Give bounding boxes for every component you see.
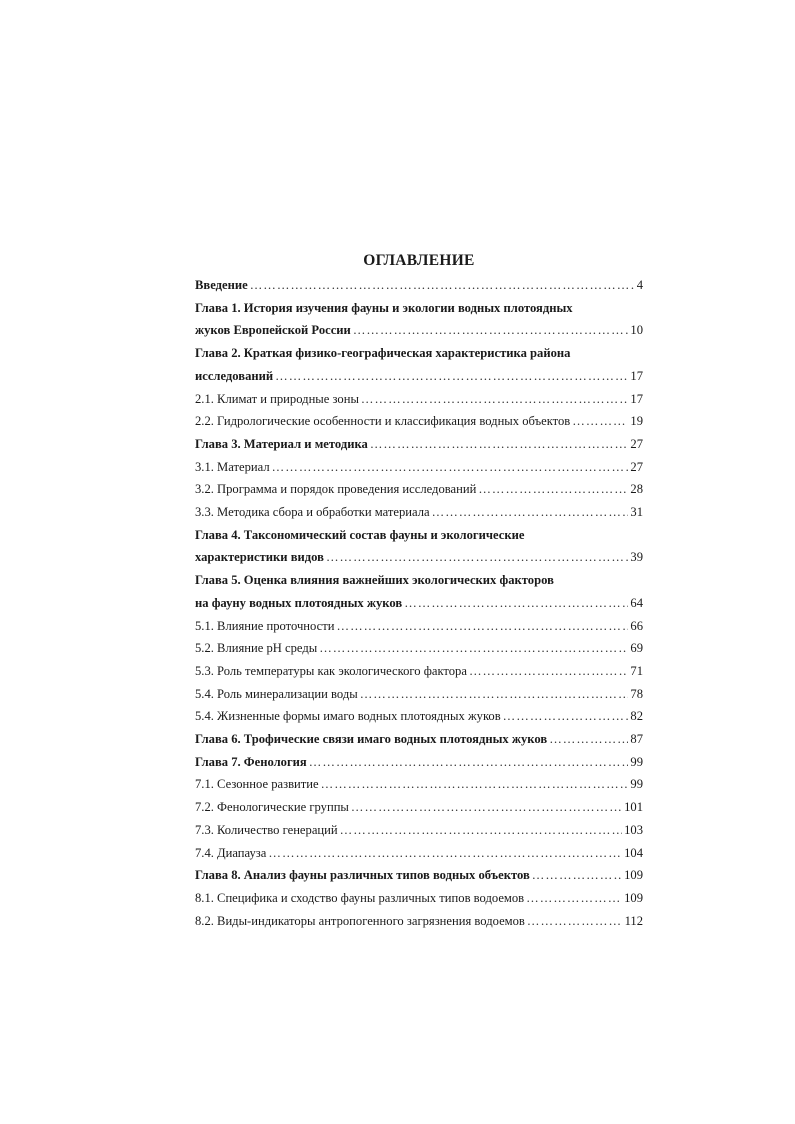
toc-entry-row (195, 751, 643, 774)
dot-leader (549, 728, 628, 751)
toc-entry-row (195, 546, 643, 569)
toc-section-entry (195, 819, 643, 842)
toc-section-entry (195, 842, 643, 865)
dot-leader (340, 819, 622, 842)
toc-entry-page-number: 27 (630, 459, 643, 474)
toc-entry-title: 8.2. Виды-индикаторы антропогенного загрязнения водоемов (195, 913, 525, 928)
toc-section-entry (195, 683, 643, 706)
dot-leader (532, 864, 622, 887)
toc-entry-title: Введение (195, 278, 248, 292)
dot-leader (353, 319, 629, 342)
toc-entry-title: 7.4. Диапауза (195, 845, 267, 860)
dot-leader (526, 887, 622, 910)
toc-section-entry (195, 637, 643, 660)
toc-entry-title: 7.1. Сезонное развитие (195, 777, 319, 792)
toc-entry-row (195, 456, 643, 479)
toc-entry-title: 5.3. Роль температуры как экологического фактора (195, 663, 467, 678)
toc-entry-title: 2.1. Климат и природные зоны (195, 391, 359, 406)
toc-entry-row (195, 773, 643, 796)
toc-section-entry (195, 410, 643, 433)
toc-entry-title: исследований (195, 368, 274, 383)
dot-leader (469, 660, 628, 683)
toc-entry-row (195, 660, 643, 683)
toc-entry-row (195, 274, 643, 297)
toc-chapter-entry (195, 569, 643, 614)
toc-entry-row (195, 728, 643, 751)
toc-list (195, 274, 643, 932)
dot-leader (268, 842, 622, 865)
toc-entry-page-number: 109 (624, 890, 643, 905)
toc-entry-page-number: 78 (630, 686, 643, 701)
toc-entry-page-number: 27 (630, 436, 643, 451)
toc-entry-row (195, 365, 643, 388)
toc-entry-title: Глава 6. Трофические связи имаго водных плотоядных жуков (195, 732, 548, 747)
dot-leader (351, 796, 622, 819)
dot-leader (309, 751, 629, 774)
dot-leader (336, 615, 628, 638)
toc-entry-title: характеристики видов (195, 550, 324, 565)
toc-section-entry (195, 910, 643, 933)
dot-leader (321, 773, 629, 796)
toc-entry-row (195, 615, 643, 638)
toc-entry-page-number: 69 (630, 641, 643, 656)
toc-chapter-entry (195, 342, 643, 387)
toc-entry-page-number: 19 (630, 414, 643, 429)
dot-leader (432, 501, 629, 524)
toc-entry-first-line: Глава 5. Оценка влияния важнейших экологических факторов (195, 573, 554, 588)
toc-entry-title: 2.2. Гидрологические особенности и классификация водных объектов (195, 414, 571, 429)
toc-entry-page-number: 64 (630, 595, 643, 610)
toc-entry-row (195, 887, 643, 910)
toc-entry-row (195, 410, 643, 433)
toc-entry-page-number: 39 (630, 550, 643, 565)
toc-entry-row (195, 796, 643, 819)
toc-section-entry (195, 796, 643, 819)
toc-chapter-entry (195, 433, 643, 456)
toc-entry-first-line: Глава 1. История изучения фауны и экологии водных плотоядных (195, 300, 573, 315)
toc-entry-row (195, 705, 643, 728)
toc-entry-page-number: 112 (624, 913, 643, 928)
toc-entry-title: 3.1. Материал (195, 459, 270, 474)
toc-entry-row (195, 819, 643, 842)
toc-entry-title: 3.3. Методика сбора и обработки материала (195, 505, 430, 520)
dot-leader (370, 433, 629, 456)
dot-leader (503, 705, 629, 728)
toc-entry-page-number: 82 (630, 709, 643, 724)
toc-section-entry (195, 501, 643, 524)
toc-chapter-entry (195, 751, 643, 774)
toc-entry-row (195, 319, 643, 342)
toc-entry-page-number: 17 (630, 368, 643, 383)
toc-entry-row (195, 478, 643, 501)
toc-entry-row (195, 683, 643, 706)
toc-entry-title: 3.2. Программа и порядок проведения исследований (195, 482, 477, 497)
toc-entry-title: 5.2. Влияние рН среды (195, 641, 318, 656)
toc-entry-row (195, 388, 643, 411)
toc-entry-page-number: 104 (624, 845, 643, 860)
dot-leader (360, 683, 629, 706)
toc-section-entry (195, 773, 643, 796)
toc-chapter-entry (195, 524, 643, 569)
toc-section-entry (195, 456, 643, 479)
toc-entry-first-line: Глава 2. Краткая физико-географическая характеристика района (195, 346, 571, 361)
toc-entry-title: 5.1. Влияние проточности (195, 618, 335, 633)
toc-entry-title: 7.2. Фенологические группы (195, 800, 349, 815)
toc-entry-title: на фауну водных плотоядных жуков (195, 595, 403, 610)
table-of-contents (195, 248, 643, 932)
toc-entry-title: жуков Европейской России (195, 323, 351, 338)
toc-entry-page-number: 17 (630, 391, 643, 406)
toc-entry-page-number: 10 (630, 323, 643, 338)
dot-leader (272, 456, 629, 479)
dot-leader (319, 637, 628, 660)
toc-chapter-entry (195, 297, 643, 342)
toc-entry-row (195, 592, 643, 615)
toc-entry-row (195, 864, 643, 887)
toc-section-entry (195, 705, 643, 728)
dot-leader (326, 546, 628, 569)
dot-leader (478, 478, 628, 501)
dot-leader (361, 388, 629, 411)
toc-entry-title: 5.4. Жизненные формы имаго водных плотоядных жуков (195, 709, 501, 724)
toc-entry-page-number: 103 (624, 822, 643, 837)
toc-section-entry (195, 660, 643, 683)
toc-chapter-entry (195, 274, 643, 297)
toc-entry-first-line: Глава 4. Таксономический состав фауны и экологические (195, 527, 525, 542)
toc-entry-row (195, 501, 643, 524)
dot-leader (404, 592, 628, 615)
toc-entry-row (195, 637, 643, 660)
toc-entry-page-number: 101 (624, 800, 643, 815)
toc-section-entry (195, 887, 643, 910)
toc-entry-title: Глава 3. Материал и методика (195, 436, 368, 451)
toc-entry-page-number: 87 (630, 732, 643, 747)
toc-entry-page-number: 4 (636, 278, 643, 292)
toc-section-entry (195, 615, 643, 638)
toc-entry-title: 7.3. Количество генераций (195, 822, 338, 837)
toc-entry-page-number: 28 (630, 482, 643, 497)
dot-leader (250, 274, 635, 297)
dot-leader (275, 365, 628, 388)
toc-entry-page-number: 31 (630, 505, 643, 520)
toc-entry-title: Глава 8. Анализ фауны различных типов водных объектов (195, 868, 530, 883)
toc-section-entry (195, 388, 643, 411)
dot-leader (572, 410, 628, 433)
toc-entry-page-number: 66 (630, 618, 643, 633)
toc-entry-page-number: 71 (630, 663, 643, 678)
toc-chapter-entry (195, 864, 643, 887)
dot-leader (527, 910, 623, 933)
toc-entry-row (195, 433, 643, 456)
toc-entry-title: 8.1. Специфика и сходство фауны различных типов водоемов (195, 890, 525, 905)
toc-entry-row (195, 842, 643, 865)
toc-entry-page-number: 99 (630, 754, 643, 769)
toc-section-entry (195, 478, 643, 501)
toc-entry-title: 5.4. Роль минерализации воды (195, 686, 358, 701)
toc-entry-page-number: 109 (624, 868, 643, 883)
toc-entry-row (195, 910, 643, 933)
toc-entry-title: Глава 7. Фенология (195, 754, 307, 769)
page-title: ОГЛАВЛЕНИЕ (363, 252, 475, 269)
toc-chapter-entry (195, 728, 643, 751)
toc-entry-page-number: 99 (630, 777, 643, 792)
